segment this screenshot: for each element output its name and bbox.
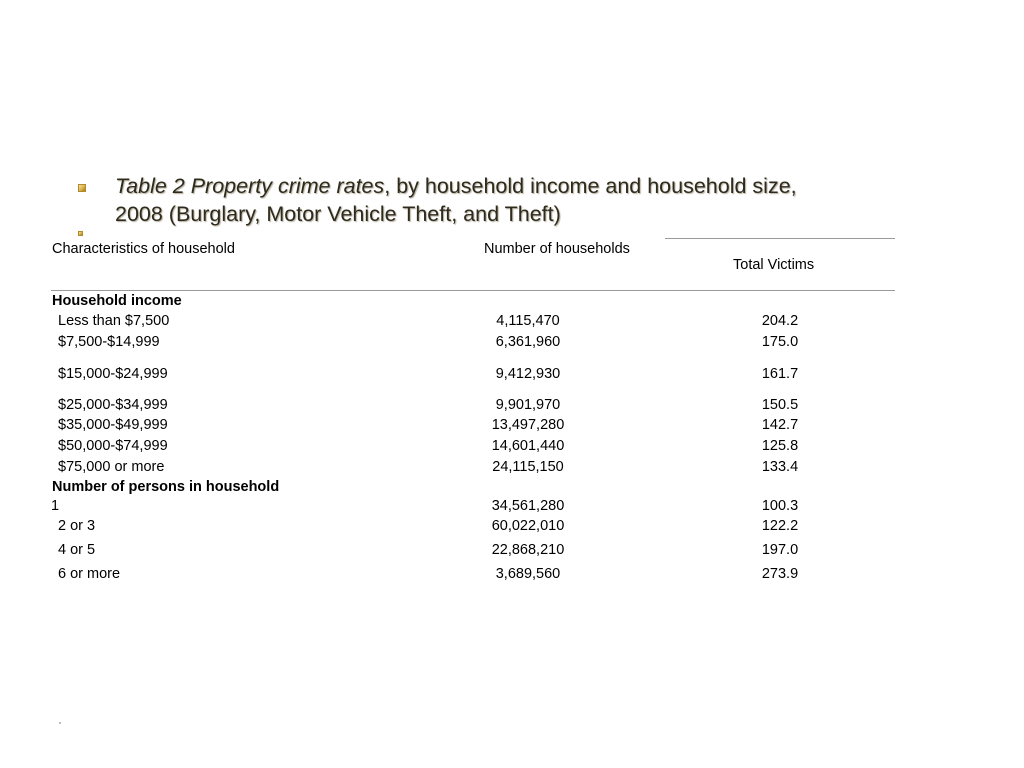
row-rate: 142.7: [761, 417, 799, 433]
row-households: 9,901,970: [495, 397, 561, 413]
row-households: 14,601,440: [491, 438, 565, 454]
table-row: [0, 516, 1024, 536]
row-households: 3,689,560: [495, 566, 561, 582]
column-header-characteristics: Characteristics of household: [52, 241, 235, 257]
row-label: $15,000-$24,999: [58, 366, 168, 382]
row-label: $7,500-$14,999: [58, 334, 160, 350]
group-label-persons-in-household: Number of persons in household: [52, 479, 280, 495]
table-row: [0, 436, 1024, 456]
table-row: [0, 332, 1024, 352]
table-row: [0, 496, 1024, 516]
row-rate: 204.2: [761, 313, 799, 329]
row-label: 2 or 3: [58, 518, 96, 534]
row-label: $35,000-$49,999: [58, 417, 168, 433]
title-rest-part: , by household income and household size,: [384, 174, 797, 198]
row-households: 24,115,150: [492, 459, 564, 475]
row-rate: 133.4: [761, 459, 799, 475]
row-label: 1: [51, 498, 60, 514]
row-households: 60,022,010: [491, 518, 565, 534]
square-bullet-icon: [78, 184, 86, 192]
title-bullet-item: [78, 172, 898, 228]
row-rate: 122.2: [761, 518, 799, 534]
row-label: $25,000-$34,999: [58, 397, 168, 413]
table-row: [0, 364, 1024, 384]
row-label: $50,000-$74,999: [58, 438, 168, 454]
row-rate: 175.0: [761, 334, 799, 350]
decorative-dot: [59, 722, 61, 724]
row-households: 22,868,210: [491, 542, 565, 558]
row-label: Less than $7,500: [58, 313, 170, 329]
row-households: 34,561,280: [491, 498, 565, 514]
square-bullet-icon: [78, 231, 83, 236]
slide-title: [78, 172, 898, 228]
column-header-households: Number of households: [484, 241, 630, 257]
table-row: [0, 540, 1024, 560]
empty-bullet-item: [78, 229, 112, 236]
title-italic-part: Table 2 Property crime rates: [115, 174, 385, 198]
column-header-victims: Total Victims: [733, 257, 815, 273]
table-row: [0, 395, 1024, 415]
title-line-2: 2008 (Burglary, Motor Vehicle Theft, and Theft): [115, 202, 561, 226]
table-row: [0, 311, 1024, 331]
row-rate: 197.0: [761, 542, 799, 558]
row-households: 9,412,930: [495, 366, 561, 382]
title-text: [115, 172, 797, 228]
table-row: [0, 457, 1024, 477]
group-label-household-income: Household income: [52, 293, 182, 309]
row-rate: 150.5: [761, 397, 799, 413]
header-top-rule: [665, 238, 895, 239]
row-rate: 273.9: [761, 566, 799, 582]
row-rate: 100.3: [761, 498, 799, 514]
row-label: 4 or 5: [58, 542, 96, 558]
row-households: 13,497,280: [491, 417, 565, 433]
row-label: 6 or more: [58, 566, 121, 582]
table-row: [0, 415, 1024, 435]
row-label: $75,000 or more: [58, 459, 165, 475]
table-row: [0, 564, 1024, 584]
row-rate: 125.8: [761, 438, 799, 454]
row-households: 6,361,960: [495, 334, 561, 350]
row-rate: 161.7: [761, 366, 799, 382]
row-households: 4,115,470: [496, 313, 560, 329]
